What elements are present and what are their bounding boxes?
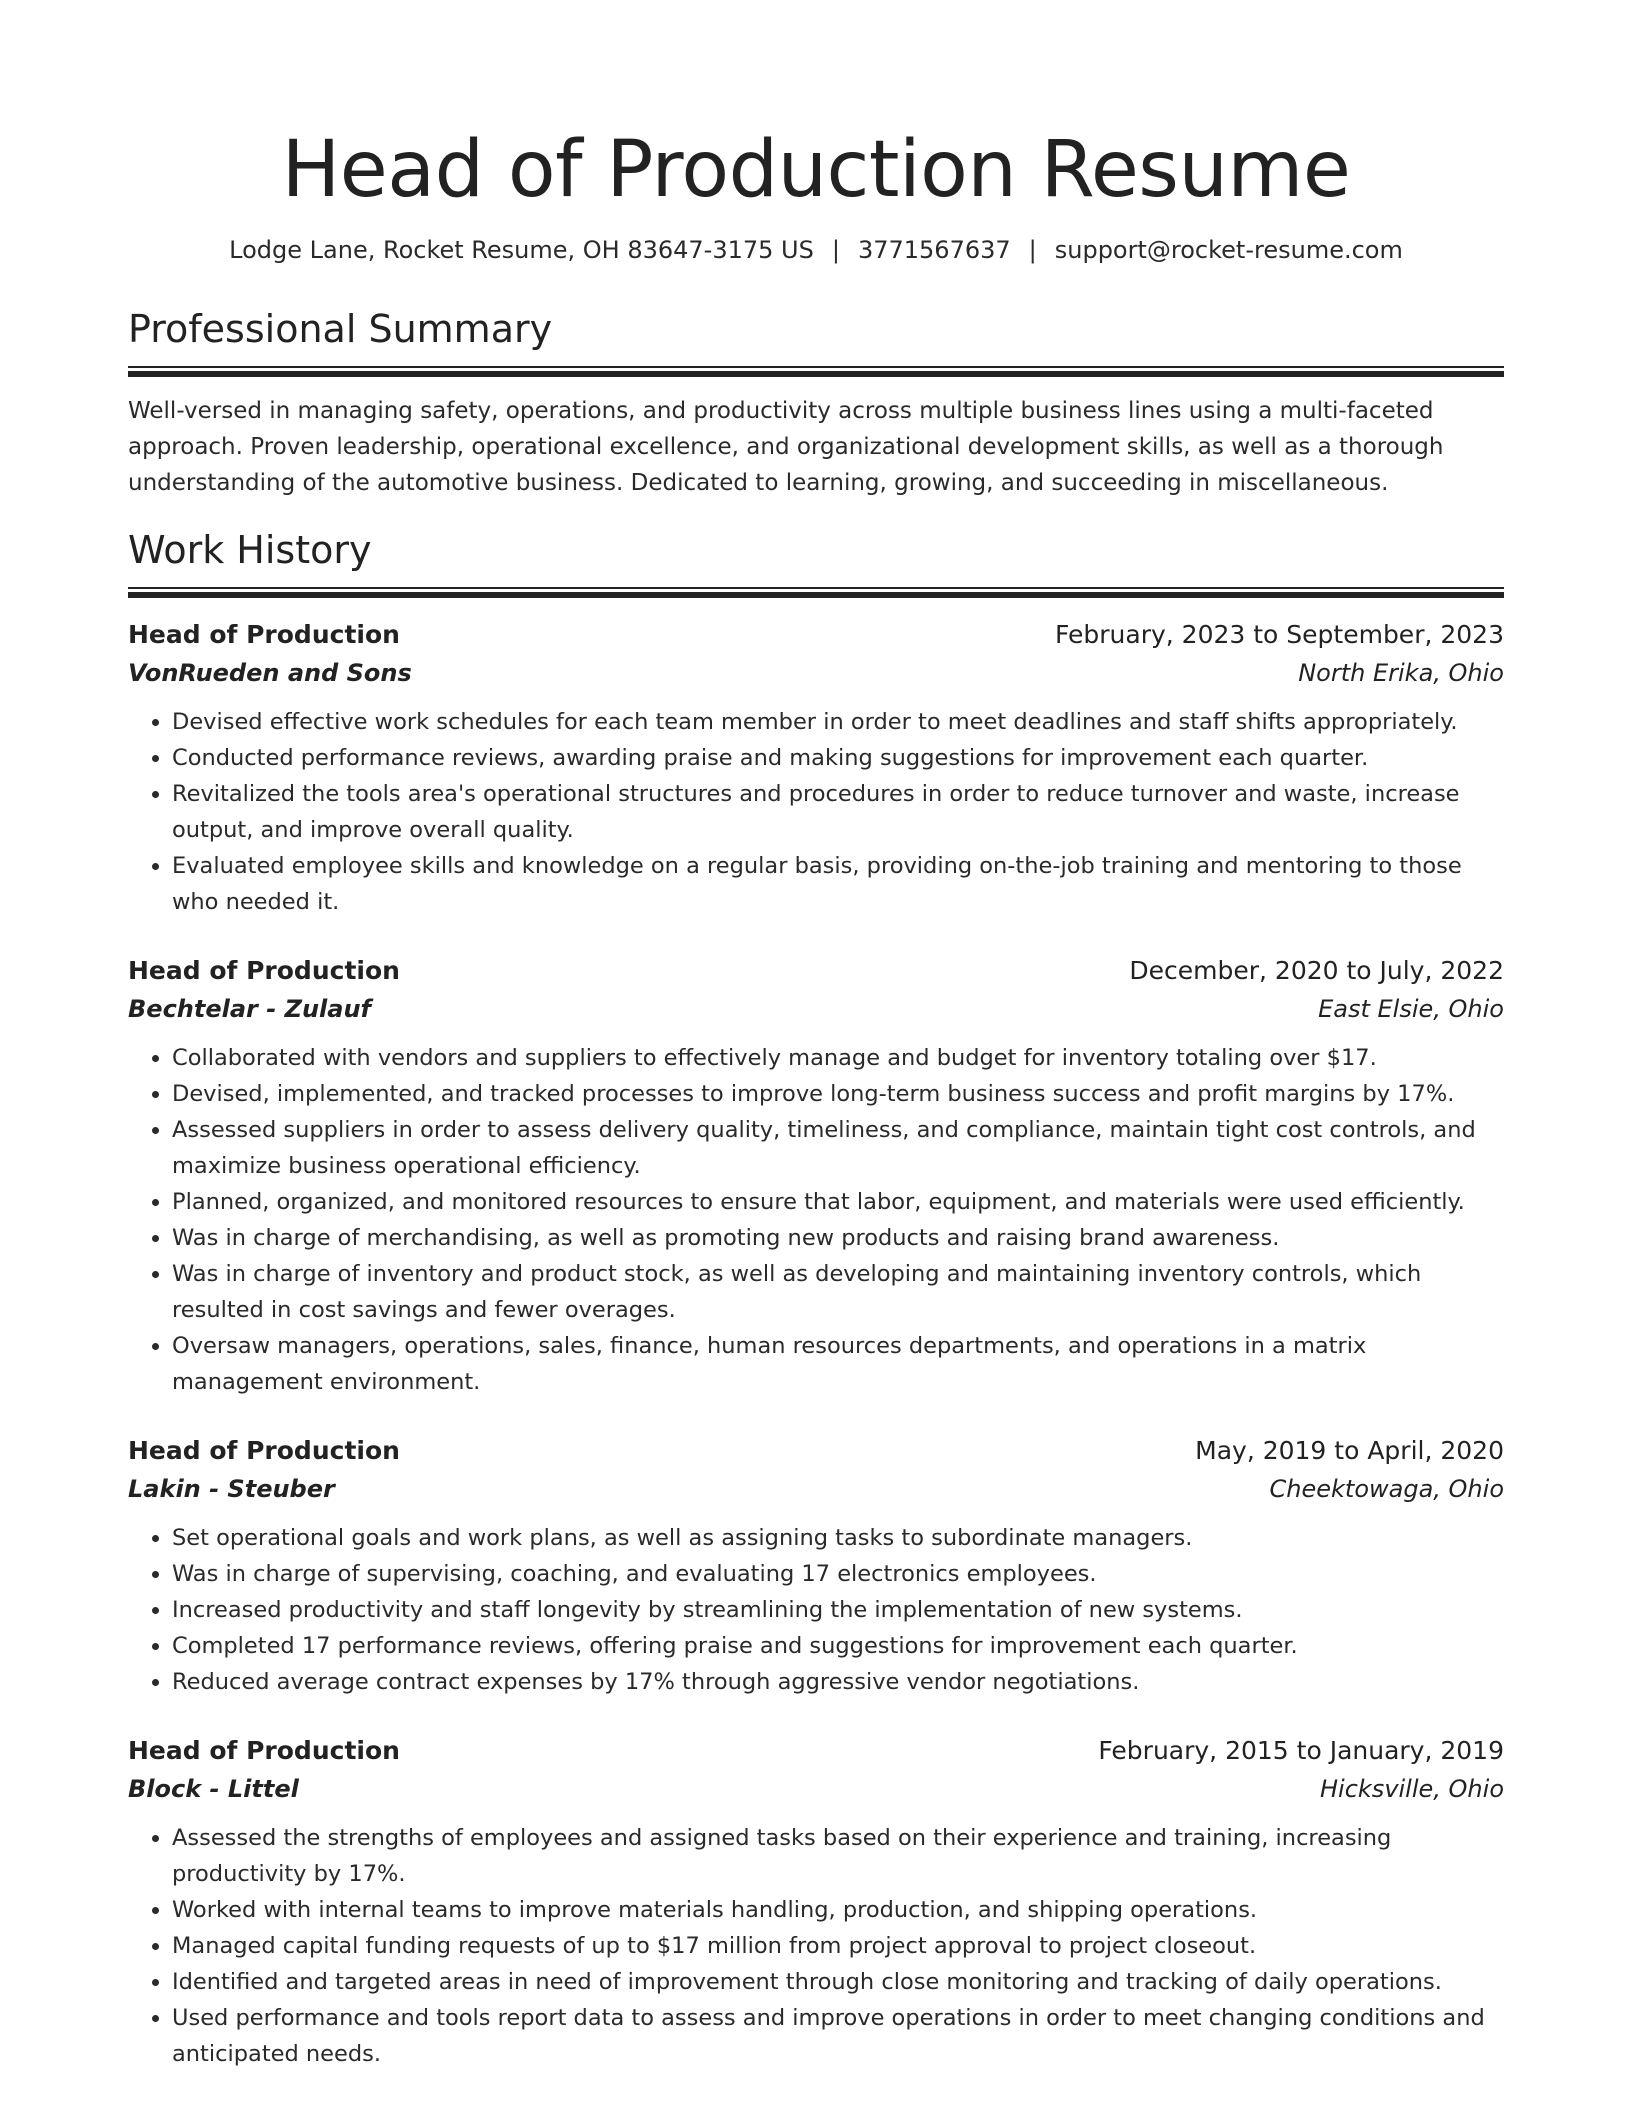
job-entry xyxy=(128,616,1504,920)
job-title: Head of Production xyxy=(128,1736,400,1765)
job-bullet: • Evaluated employee skills and knowledge on a regular basis, providing on-the-job training and mentoring to those who needed it. xyxy=(172,848,1504,920)
section-heading-summary: Professional Summary xyxy=(128,307,553,351)
work-history-section xyxy=(128,527,1504,2072)
job-bullet: • Completed 17 performance reviews, offering praise and suggestions for improvement each quarter. xyxy=(172,1628,1504,1664)
job-bullet: • Assessed suppliers in order to assess delivery quality, timeliness, and compliance, maintain tight cost controls, and maximize business operational efficiency. xyxy=(172,1112,1504,1184)
job-bullet: • Devised, implemented, and tracked processes to improve long-term business success and profit margins by 17%. xyxy=(172,1076,1504,1112)
professional-summary-section xyxy=(128,306,1504,501)
job-bullet: • Worked with internal teams to improve materials handling, production, and shipping operations. xyxy=(172,1892,1504,1928)
job-location: Hicksville, Ohio xyxy=(1320,1775,1504,1803)
job-location: East Elsie, Ohio xyxy=(1318,995,1504,1023)
job-header-row xyxy=(128,952,1504,990)
job-bullet: • Identified and targeted areas in need of improvement through close monitoring and tracking of daily operations. xyxy=(172,1964,1504,2000)
job-bullet-list xyxy=(128,1520,1504,1700)
job-bullet-list xyxy=(128,704,1504,920)
summary-text: Well-versed in managing safety, operations, and productivity across multiple business lines using a multi-faceted approach. Proven leadership, operational excellence, and organizational development skills, as well as a thorough understanding of the automotive business. Dedicated to learning, growing, and succeeding in miscellaneous. xyxy=(128,398,1444,496)
contact-email: support@rocket-resume.com xyxy=(1054,236,1403,264)
section-divider xyxy=(128,366,1504,377)
job-bullet: • Increased productivity and staff longevity by streamlining the implementation of new systems. xyxy=(172,1592,1504,1628)
job-bullet-list xyxy=(128,1820,1504,2072)
job-company-row xyxy=(128,990,1504,1028)
job-title: Head of Production xyxy=(128,956,400,985)
job-entry xyxy=(128,952,1504,1400)
job-bullet: • Managed capital funding requests of up to $17 million from project approval to project closeout. xyxy=(172,1928,1504,1964)
job-bullet: • Set operational goals and work plans, as well as assigning tasks to subordinate managers. xyxy=(172,1520,1504,1556)
job-dates: February, 2023 to September, 2023 xyxy=(1055,620,1504,649)
job-bullet: • Conducted performance reviews, awarding praise and making suggestions for improvement each quarter. xyxy=(172,740,1504,776)
contact-separator: | xyxy=(1028,236,1037,264)
job-company: Bechtelar - Zulauf xyxy=(128,995,371,1023)
contact-address: Lodge Lane, Rocket Resume, OH 83647-3175 US xyxy=(229,236,814,264)
job-company: Block - Littel xyxy=(128,1775,299,1803)
job-bullet: • Reduced average contract expenses by 17% through aggressive vendor negotiations. xyxy=(172,1664,1504,1700)
job-dates: May, 2019 to April, 2020 xyxy=(1195,1436,1504,1465)
job-title: Head of Production xyxy=(128,620,400,649)
job-header-row xyxy=(128,616,1504,654)
job-bullet: • Was in charge of supervising, coaching, and evaluating 17 electronics employees. xyxy=(172,1556,1504,1592)
page-title: Head of Production Resume xyxy=(281,125,1351,215)
job-bullet: • Used performance and tools report data to assess and improve operations in order to meet changing conditions and anticipated needs. xyxy=(172,2000,1504,2072)
job-company-row xyxy=(128,1770,1504,1808)
section-heading-work-history: Work History xyxy=(128,528,372,572)
job-company-row xyxy=(128,654,1504,692)
job-bullet: • Was in charge of inventory and product stock, as well as developing and maintaining inventory controls, which resulted in cost savings and fewer overages. xyxy=(172,1256,1504,1328)
job-location: Cheektowaga, Ohio xyxy=(1269,1475,1504,1503)
contact-phone: 3771567637 xyxy=(857,236,1011,264)
job-entry xyxy=(128,1432,1504,1700)
job-header-row xyxy=(128,1432,1504,1470)
job-bullet: • Devised effective work schedules for each team member in order to meet deadlines and staff shifts appropriately. xyxy=(172,704,1504,740)
job-bullet: • Assessed the strengths of employees and assigned tasks based on their experience and training, increasing productivity by 17%. xyxy=(172,1820,1504,1892)
job-location: North Erika, Ohio xyxy=(1298,659,1504,687)
job-bullet: • Revitalized the tools area's operational structures and procedures in order to reduce turnover and waste, increase output, and improve overall quality. xyxy=(172,776,1504,848)
job-header-row xyxy=(128,1732,1504,1770)
job-bullet: • Was in charge of merchandising, as well as promoting new products and raising brand awareness. xyxy=(172,1220,1504,1256)
job-entry xyxy=(128,1732,1504,2072)
job-dates: February, 2015 to January, 2019 xyxy=(1098,1736,1504,1765)
job-dates: December, 2020 to July, 2022 xyxy=(1129,956,1504,985)
job-bullet: • Planned, organized, and monitored resources to ensure that labor, equipment, and materials were used efficiently. xyxy=(172,1184,1504,1220)
job-title: Head of Production xyxy=(128,1436,400,1465)
job-company: VonRueden and Sons xyxy=(128,659,412,687)
job-company: Lakin - Steuber xyxy=(128,1475,335,1503)
job-bullet: • Oversaw managers, operations, sales, finance, human resources departments, and operations in a matrix management environment. xyxy=(172,1328,1504,1400)
job-company-row xyxy=(128,1470,1504,1508)
contact-separator: | xyxy=(831,236,840,264)
job-bullet-list xyxy=(128,1040,1504,1400)
contact-line xyxy=(128,234,1504,266)
section-divider xyxy=(128,587,1504,598)
job-bullet: • Collaborated with vendors and suppliers to effectively manage and budget for inventory totaling over $17. xyxy=(172,1040,1504,1076)
